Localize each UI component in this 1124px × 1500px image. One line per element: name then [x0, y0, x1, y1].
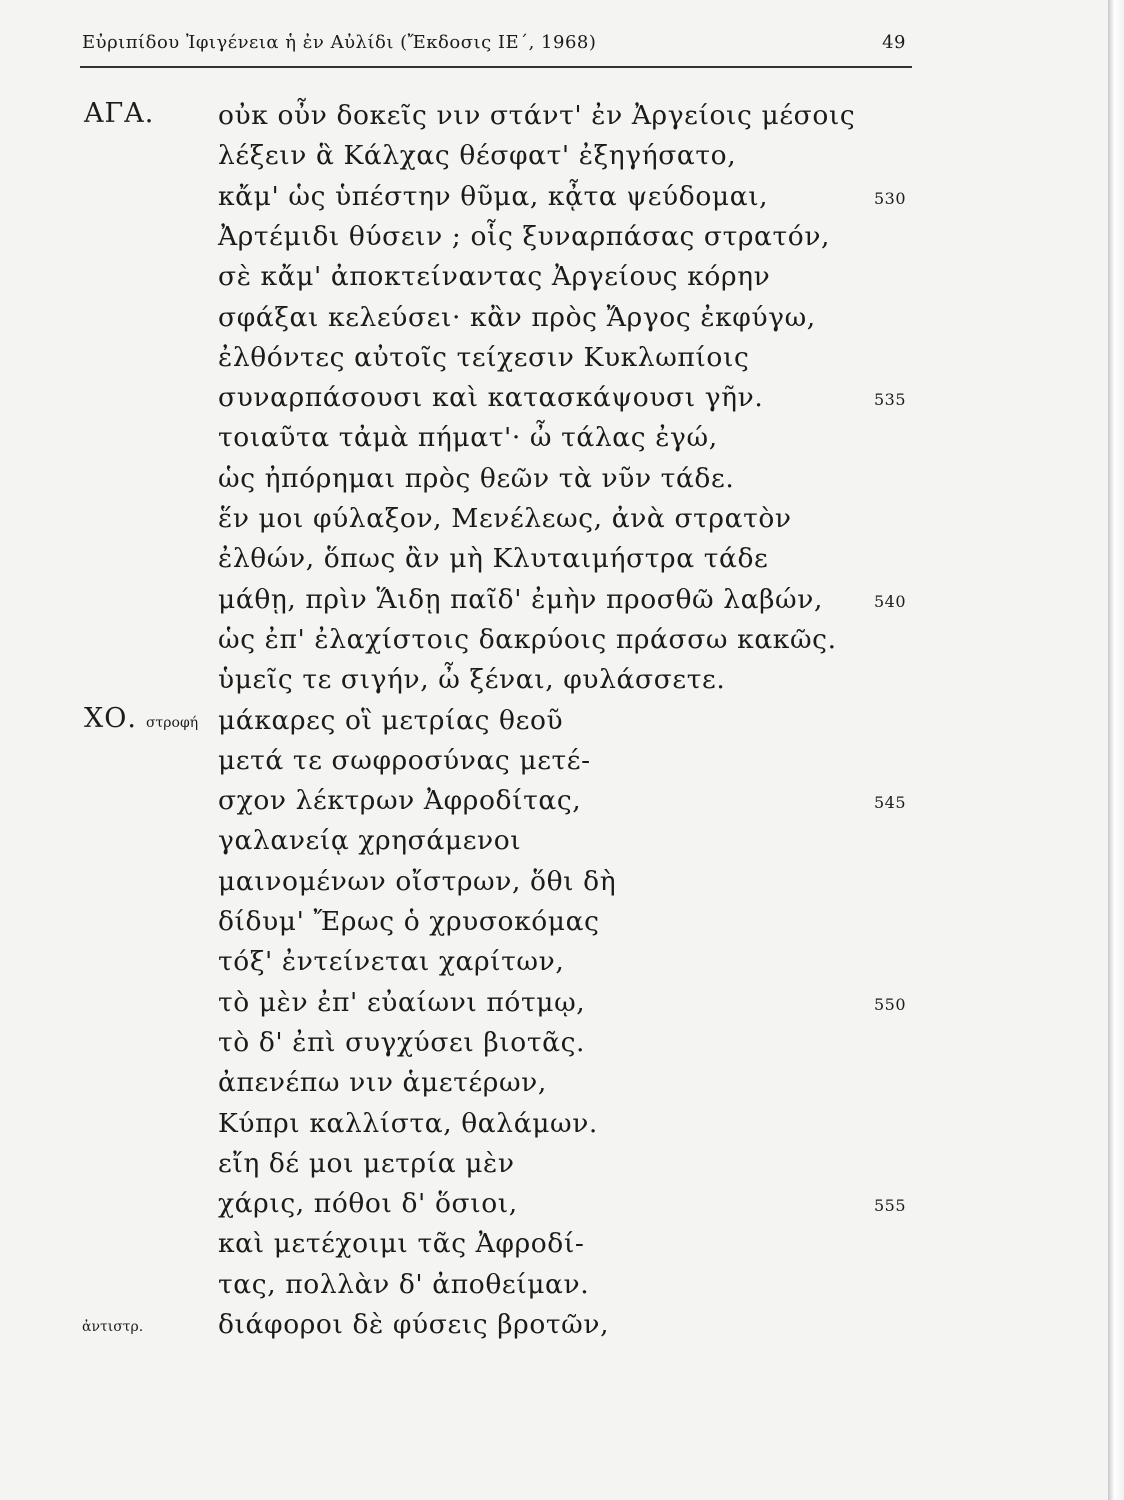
verse-text: οὐκ οὖν δοκεῖς νιν στάντ' ἐν Ἀργείοις μέσοις: [218, 100, 856, 131]
line-number: 540: [874, 591, 907, 611]
verse-text: τοιαῦτα τἀμὰ πήματ'· ὦ τάλας ἐγώ,: [218, 422, 718, 454]
verse-text: ὡς ἐπ' ἐλαχίστοις δακρύοις πράσσω κακῶς.: [218, 623, 837, 655]
verse-text: σφάξαι κελεύσει· κἂν πρὸς Ἄργος ἐκφύγω,: [218, 301, 816, 333]
verse-text: χάρις, πόθοι δ' ὅσιοι,: [218, 1188, 518, 1220]
verse-text: καὶ μετέχοιμι τᾶς Ἀφροδί-: [218, 1228, 585, 1260]
verse-text: ἕν μοι φύλαξον, Μενέλεως, ἀνὰ στρατὸν: [218, 503, 792, 534]
verse-text: Κύπρι καλλίστα, θαλάμων.: [218, 1107, 598, 1139]
strophe-marker: στροφή: [146, 714, 199, 731]
verse-text: μαινομένων οἴστρων, ὅθι δὴ: [218, 865, 617, 897]
verse-text: εἴη δέ μοι μετρία μὲν: [218, 1147, 515, 1179]
verse-text: τὸ μὲν ἐπ' εὐαίωνι πότμῳ,: [218, 986, 586, 1018]
header-rule: [80, 66, 912, 68]
verse-text: δίδυμ' Ἔρως ὁ χρυσοκόμας: [218, 906, 600, 937]
strophe-marker: ἀντιστρ.: [82, 1319, 144, 1335]
page-edge: [1108, 0, 1124, 1500]
line-number: 535: [874, 390, 907, 410]
verse-text: μάθῃ, πρὶν Ἅιδῃ παῖδ' ἐμὴν προσθῶ λαβών,: [218, 583, 823, 615]
verse-text: μετά τε σωφροσύνας μετέ-: [218, 744, 591, 776]
line-number: 530: [874, 188, 907, 208]
verse-text: γαλανείᾳ χρησάμενοι: [218, 825, 522, 857]
speaker-label: ΧΟ.: [84, 702, 137, 734]
verse-text: τόξ' ἐντείνεται χαρίτων,: [218, 946, 565, 978]
verse-text: ἐλθόντες αὐτοῖς τείχεσιν Κυκλωπίοις: [218, 341, 750, 373]
speaker-label: ΑΓΑ.: [84, 98, 155, 129]
verse-text: κἄμ' ὡς ὑπέστην θῦμα, κᾆτα ψεύδομαι,: [218, 180, 769, 212]
verse-text: συναρπάσουσι καὶ κατασκάψουσι γῆν.: [218, 382, 764, 414]
verse-text: Ἀρτέμιδι θύσειν ; οἷς ξυναρπάσας στρατόν,: [218, 220, 831, 252]
verse-text: σχον λέκτρων Ἀφροδίτας,: [218, 785, 582, 817]
verse-line: [0, 1309, 1100, 1357]
verse-text: σὲ κἄμ' ἀποκτείναντας Ἀργείους κόρην: [218, 261, 771, 293]
line-number: 555: [874, 1196, 907, 1216]
verse-text: μάκαρες οἳ μετρίας θεοῦ: [218, 704, 564, 736]
running-title: Εὐριπίδου Ἰφιγένεια ἡ ἐν Αὐλίδι (Ἔκδοσις ΙΕ΄, 1968): [82, 32, 597, 53]
verse-text: ὡς ἠπόρημαι πρὸς θεῶν τὰ νῦν τάδε.: [218, 462, 735, 494]
page-header: [82, 32, 912, 62]
verse-text: ὑμεῖς τε σιγήν, ὦ ξέναι, φυλάσσετε.: [218, 664, 726, 696]
line-number: 545: [874, 793, 907, 813]
verse-text: ἐλθών, ὅπως ἂν μὴ Κλυταιμήστρα τάδε: [218, 543, 769, 575]
page-number: 49: [882, 32, 906, 53]
verse-text: λέξειν ἃ Κάλχας θέσφατ' ἐξηγήσατο,: [218, 140, 737, 172]
verse-text: τας, πολλὰν δ' ἀποθείμαν.: [218, 1268, 590, 1300]
verse-text: ἀπενέπω νιν ἁμετέρων,: [218, 1067, 547, 1099]
verse-text: διάφοροι δὲ φύσεις βροτῶν,: [218, 1309, 610, 1340]
line-number: 550: [874, 994, 907, 1014]
verse-text: τὸ δ' ἐπὶ συγχύσει βιοτᾶς.: [218, 1026, 586, 1058]
